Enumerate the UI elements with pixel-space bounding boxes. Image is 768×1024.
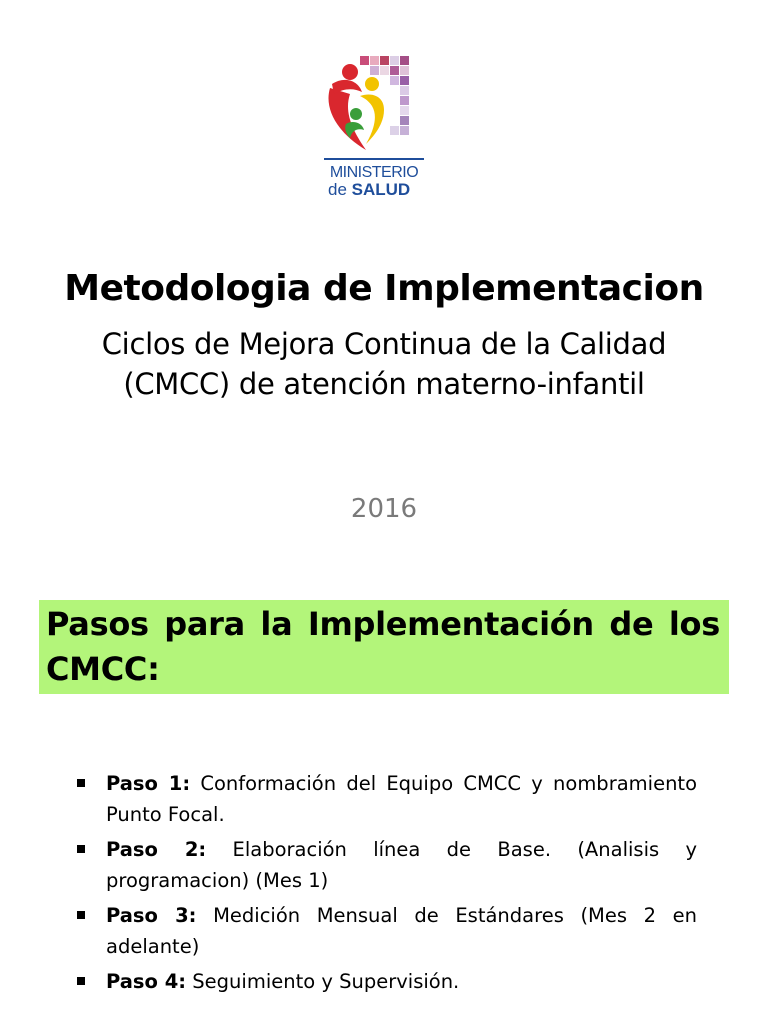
page-subtitle: [0, 324, 768, 404]
year-label: 2016: [350, 494, 418, 524]
logo-text-ministerio: MINISTERIO: [329, 164, 419, 181]
list-item: [77, 900, 697, 962]
page-title: Metodologia de Implementacion: [64, 268, 704, 309]
subtitle-line-1: Ciclos de Mejora Continua de la Calidad: [101, 327, 667, 361]
step-label: Paso 1:: [106, 772, 191, 795]
step-text: Seguimiento y Supervisión.: [186, 970, 460, 993]
ministry-logo: [322, 54, 426, 204]
ministry-logo-emblem-icon: [322, 54, 426, 162]
list-item: [77, 834, 697, 896]
step-label: Paso 4:: [106, 970, 187, 993]
logo-text-salud: de SALUD: [328, 180, 411, 199]
step-text: Elaboración línea de Base. (Analisis y programacion) (Mes 1): [106, 838, 697, 892]
section-heading: Pasos para la Implementación de los CMCC:: [46, 605, 720, 688]
bullet-icon: [77, 911, 85, 919]
steps-list: [77, 768, 697, 1001]
list-item: [77, 966, 697, 997]
step-text: Conformación del Equipo CMCC y nombramiento Punto Focal.: [106, 772, 698, 826]
step-text: Medición Mensual de Estándares (Mes 2 en adelante): [106, 904, 697, 958]
bullet-icon: [77, 779, 85, 787]
step-label: Paso 2:: [106, 838, 207, 861]
bullet-icon: [77, 845, 85, 853]
subtitle-line-2: (CMCC) de atención materno-infantil: [123, 367, 645, 401]
bullet-icon: [77, 977, 85, 985]
list-item: [77, 768, 697, 830]
step-label: Paso 3:: [106, 904, 197, 927]
